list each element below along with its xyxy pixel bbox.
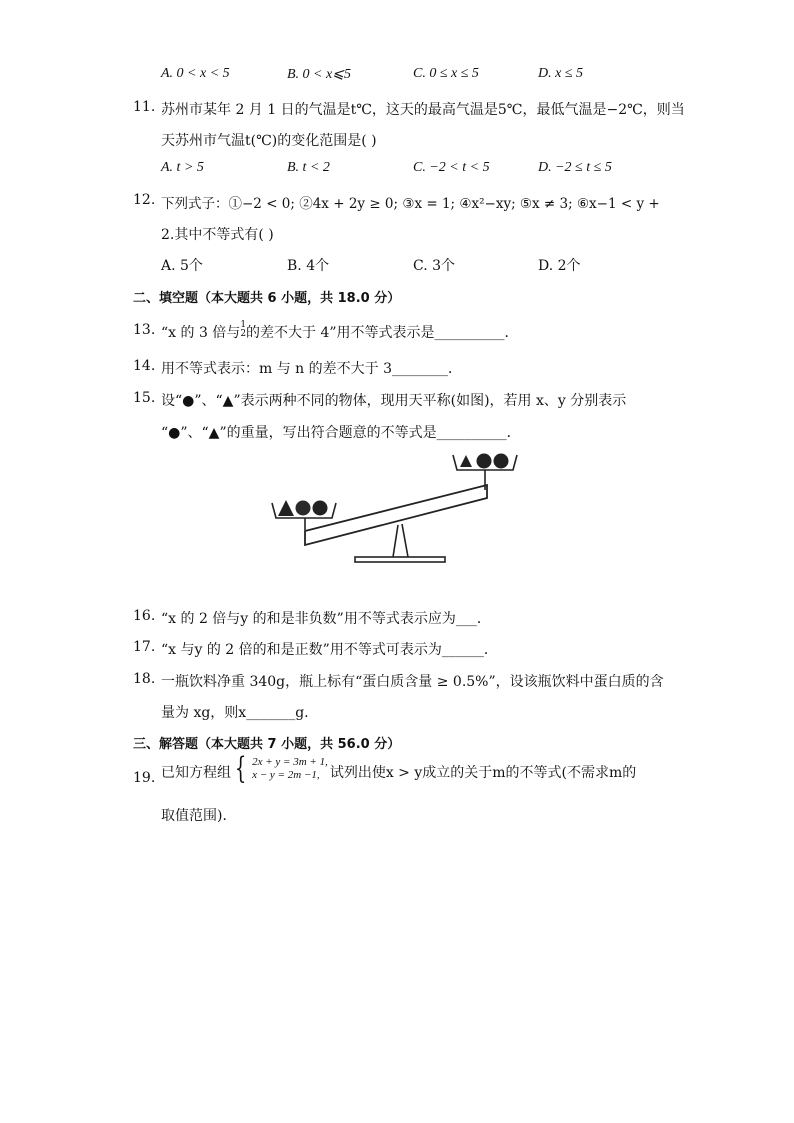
q10-option-b: B. 0 < x⩽5 <box>287 67 351 82</box>
q11-option-a: A. t > 5 <box>161 160 204 175</box>
fraction-one-half <box>240 321 246 339</box>
q19-text-post: 试列出使x > y成立的关于m的不等式(不需求m的 <box>329 765 637 781</box>
question-number: 12. <box>133 192 156 208</box>
question-text <box>161 322 519 342</box>
brace-icon: { <box>234 751 247 786</box>
fraction-denominator: 2 <box>240 329 247 339</box>
q11-option-b: B. t < 2 <box>287 160 330 175</box>
circle-icon <box>296 501 311 516</box>
question-text-line2: 量为 xg，则x_______g. <box>161 705 309 721</box>
circle-icon <box>494 454 509 469</box>
question-number: 19. <box>133 770 156 786</box>
fraction-numerator: 1 <box>240 320 247 330</box>
q19-text-pre: 已知方程组 <box>161 765 231 781</box>
question-number: 16. <box>133 608 156 624</box>
question-number: 11. <box>133 99 156 115</box>
q13-text-pre: “x 的 3 倍与 <box>161 325 241 341</box>
q13-text-post: 的差不大于 4”用不等式表示是__________． <box>246 325 519 341</box>
balance-scale-figure <box>265 445 525 570</box>
q12-option-c: C. 3个 <box>413 258 456 274</box>
question-text-line1: 设“●”、“▲”表示两种不同的物体，现用天平称(如图)，若用 x、y 分别表示 <box>161 393 627 409</box>
q12-option-b: B. 4个 <box>287 258 330 274</box>
q12-option-a: A. 5个 <box>161 258 203 274</box>
question-text: “x 的 2 倍与y 的和是非负数”用不等式表示应为___． <box>161 611 491 627</box>
question-number: 14. <box>133 358 156 374</box>
equation-2: x − y = 2m −1, <box>252 769 320 781</box>
equation-1: 2x + y = 3m + 1, <box>252 756 328 768</box>
triangle-icon <box>460 455 472 467</box>
question-number: 15. <box>133 390 156 406</box>
question-text-line1 <box>161 751 637 788</box>
equation-system <box>252 756 328 782</box>
q10-option-c: C. 0 ≤ x ≤ 5 <box>413 66 479 81</box>
section-heading-solutions: 三、解答题（本大题共 7 小题，共 56.0 分） <box>133 737 401 752</box>
question-number: 17. <box>133 639 156 655</box>
question-text: 用不等式表示：m 与 n 的差不大于 3________． <box>161 361 462 377</box>
section-heading-fill-in: 二、填空题（本大题共 6 小题，共 18.0 分） <box>133 291 401 306</box>
question-number: 18. <box>133 671 156 687</box>
question-text-line1: 苏州市某年 2 月 1 日的气温是t℃，这天的最高气温是5℃，最低气温是−2℃，则当 <box>161 102 685 118</box>
q10-option-d: D. x ≤ 5 <box>538 66 584 81</box>
triangle-icon <box>278 500 294 516</box>
q11-option-d: D. −2 ≤ t ≤ 5 <box>538 160 612 175</box>
q12-option-d: D. 2个 <box>538 258 581 274</box>
question-text-line2: 天苏州市气温t(℃)的变化范围是( ) <box>161 133 377 149</box>
q11-option-c: C. −2 < t < 5 <box>413 160 490 175</box>
circle-icon <box>313 501 328 516</box>
question-text-line2: 2.其中不等式有( ) <box>161 227 274 243</box>
question-text-line2: 取值范围)． <box>161 808 237 824</box>
question-text-line1: 下列式子：①−2 < 0; ②4x + 2y ≥ 0; ③x = 1; ④x²−xy; ⑤x ≠ 3; ⑥x−1 < y + <box>161 196 660 212</box>
question-text: “x 与y 的 2 倍的和是正数”用不等式可表示为______． <box>161 642 498 658</box>
question-text-line1: 一瓶饮料净重 340g，瓶上标有“蛋白质含量 ≥ 0.5%”，设该瓶饮料中蛋白质的含 <box>161 674 664 690</box>
circle-icon <box>477 454 492 469</box>
question-text-line2: “●”、“▲”的重量，写出符合题意的不等式是__________． <box>161 425 521 441</box>
q10-option-a: A. 0 < x < 5 <box>161 66 230 81</box>
question-number: 13. <box>133 322 156 338</box>
